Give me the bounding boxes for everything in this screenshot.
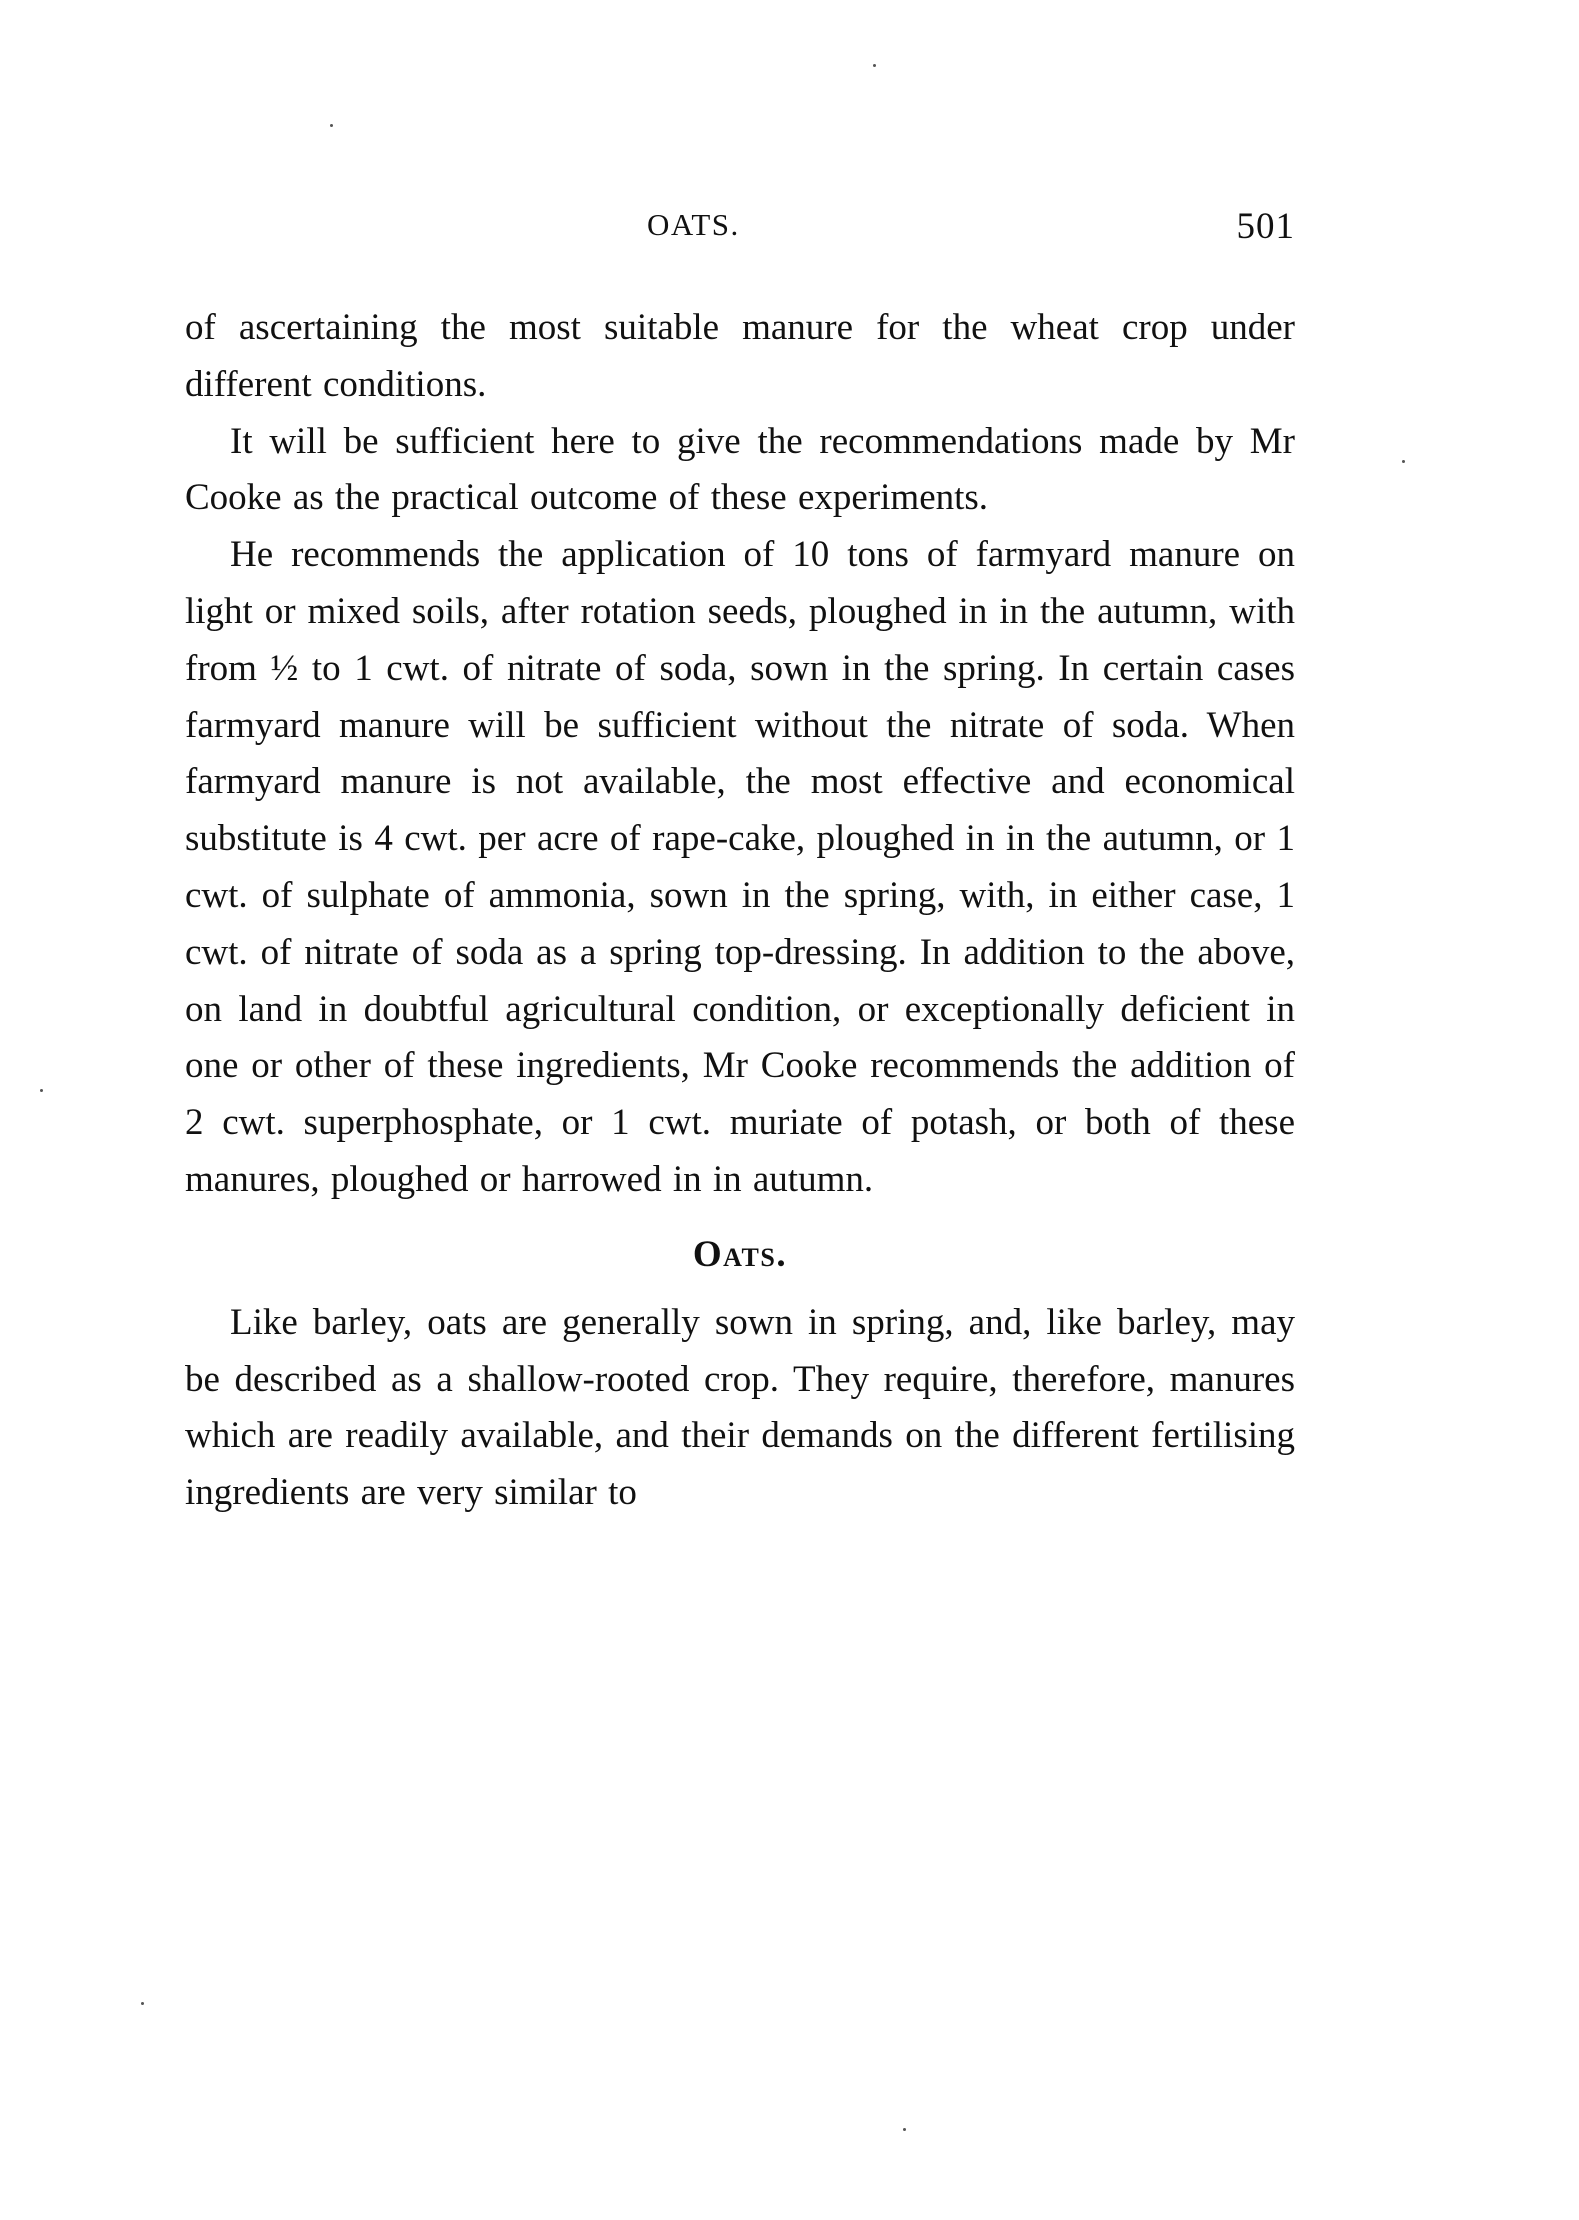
paper-speck <box>40 1089 43 1092</box>
paper-speck <box>873 64 876 67</box>
paper-speck <box>330 124 333 127</box>
page-header <box>185 205 1295 255</box>
page-number: 501 <box>1236 206 1295 247</box>
paper-speck <box>903 2128 906 2131</box>
paper-speck <box>141 2002 144 2005</box>
paper-speck <box>1402 460 1405 463</box>
paragraph-oats: Like barley, oats are generally sown in spring, and, like barley, may be described as a shallow-rooted crop. They require, therefore, manures which are readily available, and their demands on the different fertilising ingredients are very similar to <box>185 1301 1295 1514</box>
paragraph-recommendations-detail: He recommends the application of 10 tons of farmyard manure on light or mixed soils, after rotation seeds, ploughed in in the autumn, with from ½ to 1 cwt. of nitrate of soda, sown in the spring. In certain cases farmyard manure will be sufficient without the nitrate of soda. When farmyard manure is not available, the most effective and economical substitute is 4 cwt. per acre of rape-cake, ploughed in in the autumn, or 1 cwt. of sulphate of ammonia, sown in the spring, with, in either case, 1 cwt. of nitrate of soda as a spring top-dressing. In addition to the above, on land in doubtful agricultural condition, or exceptionally deficient in one or other of these ingredients, Mr Cooke recommends the addition of 2 cwt. superphosphate, or 1 cwt. muriate of potash, or both of these manures, ploughed or harrowed in in autumn. <box>185 534 1295 1200</box>
paragraph-recommendations-intro: It will be sufficient here to give the recommendations made by Mr Cooke as the practical outcome of these experiments. <box>185 420 1295 519</box>
section-heading-text: Oats. <box>692 1233 788 1275</box>
page-body <box>185 300 1295 1522</box>
running-title: OATS. <box>647 207 740 242</box>
paragraph-continued: of ascertaining the most suitable manure for the wheat crop under different conditions. <box>185 307 1295 405</box>
section-heading-oats <box>185 1227 1295 1295</box>
